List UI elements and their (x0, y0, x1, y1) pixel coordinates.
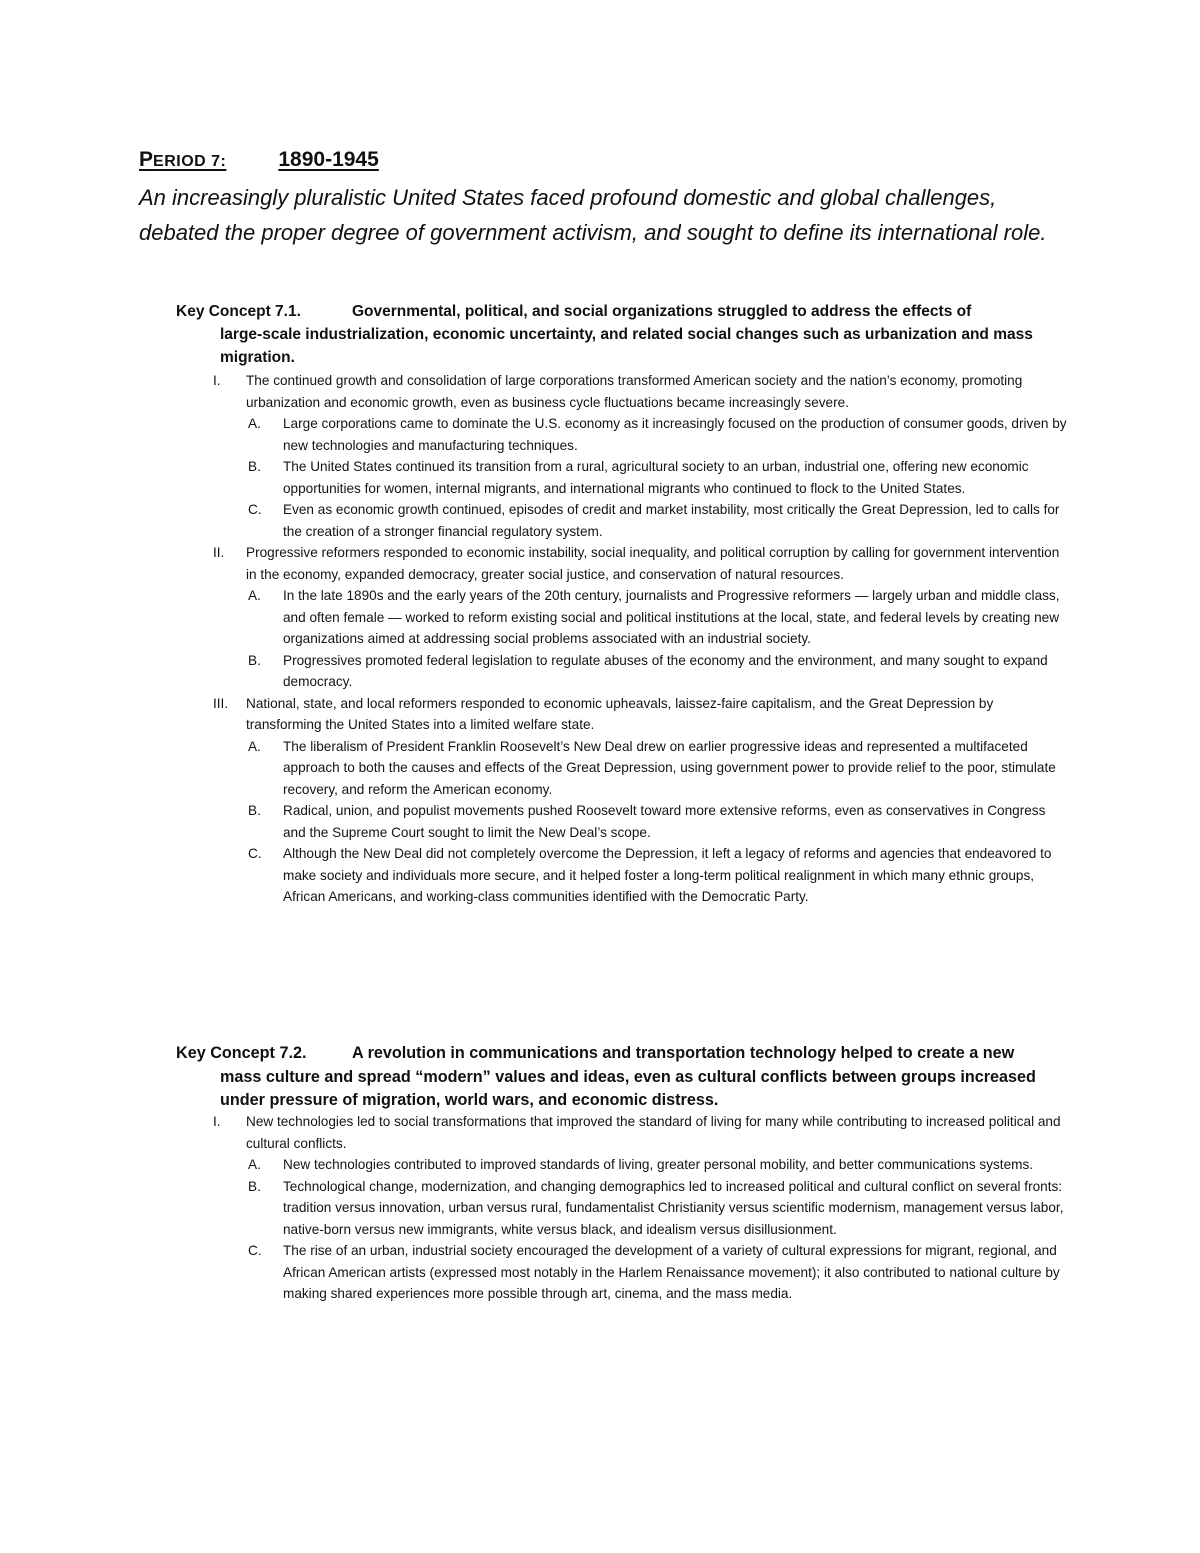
outline-text: National, state, and local reformers responded to economic upheavals, laissez-faire capitalism, and the Great Depression by transforming the United States into a limited welfare state. (246, 695, 994, 732)
outline-item (0, 542, 1066, 585)
outline-letter: C. (248, 502, 262, 517)
outline-subitem (0, 843, 1068, 908)
outline-number: I. (213, 373, 221, 388)
outline-letter: A. (248, 738, 261, 754)
outline-text: The continued growth and consolidation of large corporations transformed American society and the nation’s economy, promoting urbanization and economic growth, even as business cycle fluctuations became increasingly severe. (246, 373, 1023, 410)
period-years: 1890-1945 (278, 148, 379, 171)
period-heading (139, 146, 379, 176)
outline-subitem (0, 1240, 1068, 1305)
outline-letter: B. (248, 652, 261, 668)
outline-subtext: Technological change, modernization, and changing demographics led to increased political and cultural conflict on several fronts: tradition versus innovation, urban versus rural, fundamentalist Christianity versus scientific modernism, management versus labor, native-born versus new immigrants, white versus black, and idealism versus disillusionment. (283, 1178, 1064, 1237)
key-concept-title-continued: large-scale industrialization, economic uncertainty, and related social changes such as urbanization and mass migration. (220, 326, 1033, 366)
outline-letter: A. (248, 1157, 261, 1172)
key-concept-7-1-outline (0, 370, 1200, 908)
outline-subitem (0, 736, 1068, 801)
outline-item (0, 693, 1066, 736)
outline-letter: B. (248, 1178, 261, 1194)
outline-letter: C. (248, 1243, 262, 1258)
key-concept-7-1-heading (176, 300, 1076, 369)
period-label: ERIOD 7: (153, 153, 227, 170)
outline-subtext: The United States continued its transition from a rural, agricultural society to an urban, industrial one, offering new economic opportunities for women, internal migrants, and international migrants who continued to flock to the United States. (283, 459, 1029, 496)
outline-letter: A. (248, 416, 261, 431)
outline-subitem (0, 499, 1068, 542)
key-concept-title: A revolution in communications and transportation technology helped to create a new (352, 1044, 1015, 1062)
key-concept-title-continued: mass culture and spread “modern” values and ideas, even as cultural conflicts between groups increased under pressure of migration, world wars, and economic distress. (220, 1067, 1036, 1109)
outline-subtext: Radical, union, and populist movements pushed Roosevelt toward more extensive reforms, even as conservatives in Congress and the Supreme Court sought to limit the New Deal’s scope. (283, 803, 1046, 840)
outline-subitem (0, 456, 1068, 499)
outline-number: III. (213, 695, 229, 711)
outline-item (0, 1111, 1066, 1154)
period-initial: P (139, 148, 154, 171)
outline-subtext: Large corporations came to dominate the U.S. economy as it increasingly focused on the production of consumer goods, driven by new technologies and manufacturing techniques. (283, 416, 1067, 453)
outline-item (0, 370, 1066, 413)
outline-text: New technologies led to social transformations that improved the standard of living for many while contributing to increased political and cultural conflicts. (246, 1114, 1061, 1151)
outline-subitem (0, 413, 1068, 456)
key-concept-label: Key Concept 7.2. (176, 1044, 307, 1062)
period-thesis: An increasingly pluralistic United States faced profound domestic and global challenges, debated the proper degree of government activism, and sought to define its international role. (139, 185, 1047, 245)
outline-subitem (0, 585, 1068, 650)
outline-letter: C. (248, 846, 262, 861)
outline-subtext: Even as economic growth continued, episodes of credit and market instability, most critically the Great Depression, led to calls for the creation of a stronger financial regulatory system. (283, 502, 1060, 539)
outline-letter: B. (248, 459, 261, 474)
key-concept-title: Governmental, political, and social organizations struggled to address the effects of (352, 303, 972, 320)
key-concept-label: Key Concept 7.1. (176, 303, 301, 320)
outline-subitem (0, 650, 1068, 693)
key-concept-7-2-heading (176, 1042, 1076, 1113)
outline-subitem (0, 800, 1068, 843)
outline-subtext: Progressives promoted federal legislation to regulate abuses of the economy and the environment, and many sought to expand democracy. (283, 652, 1048, 689)
outline-subitem (0, 1154, 1068, 1176)
outline-subitem (0, 1176, 1068, 1241)
key-concept-7-2-outline (0, 1111, 1200, 1305)
outline-subtext: The liberalism of President Franklin Roosevelt’s New Deal drew on earlier progressive ideas and represented a multifaceted approach to both the causes and effects of the Great Depression, using government power to provide relief to the poor, stimulate recovery, and reform the American economy. (283, 738, 1056, 797)
outline-number: I. (213, 1114, 221, 1129)
outline-text: Progressive reformers responded to economic instability, social inequality, and political corruption by calling for government intervention in the economy, expanded democracy, greater social justice, and conservation of natural resources. (246, 545, 1060, 582)
outline-subtext: The rise of an urban, industrial society encouraged the development of a variety of cultural expressions for migrant, regional, and African American artists (expressed most notably in the Harlem Renaissance movement); it also contributed to national culture by making shared experiences more possible through art, cinema, and the mass media. (283, 1243, 1060, 1301)
outline-number: II. (213, 545, 225, 560)
outline-subtext: In the late 1890s and the early years of the 20th century, journalists and Progressive reformers — largely urban and middle class, and often female — worked to reform existing social and political institutions at the local, state, and federal levels by creating new organizations aimed at addressing social problems associated with an industrial society. (283, 588, 1060, 646)
outline-subtext: Although the New Deal did not completely overcome the Depression, it left a legacy of reforms and agencies that endeavored to make society and individuals more secure, and it helped foster a long-term political realignment in which many ethnic groups, African Americans, and working-class communities identified with the Democratic Party. (283, 846, 1052, 904)
outline-letter: B. (248, 803, 261, 818)
outline-letter: A. (248, 588, 261, 603)
outline-subtext: New technologies contributed to improved standards of living, greater personal mobility, and better communications systems. (283, 1157, 1034, 1172)
